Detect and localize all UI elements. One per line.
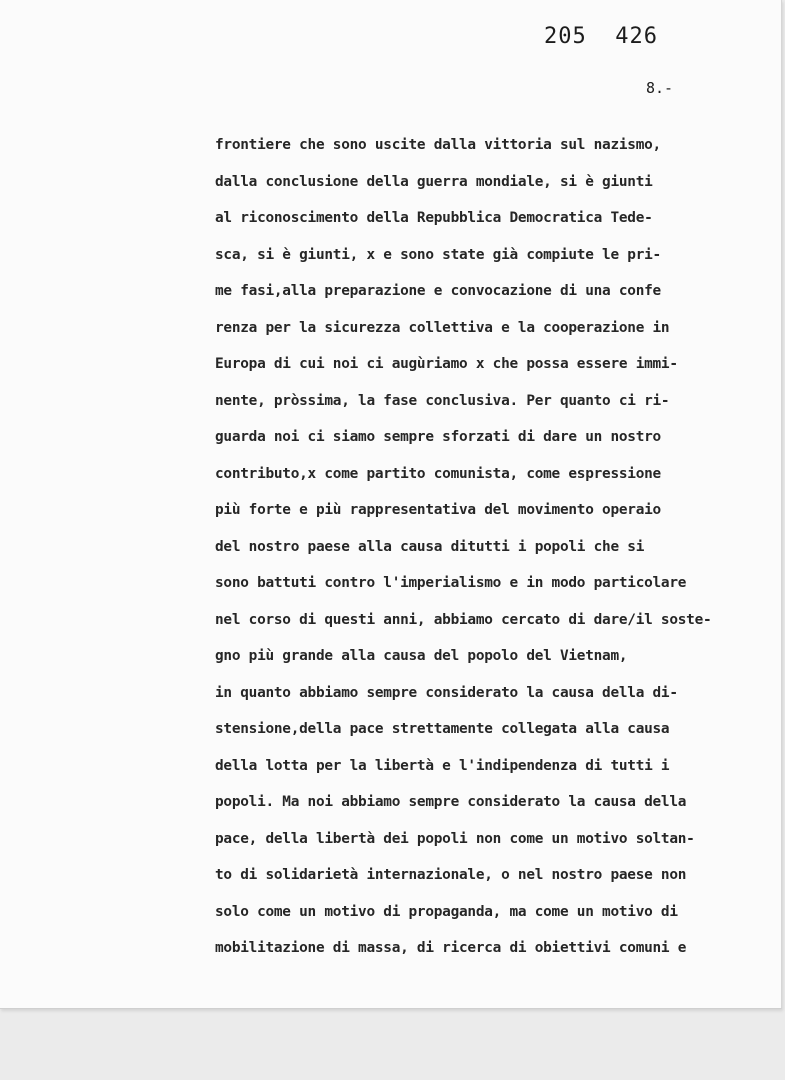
text-line: solo come un motivo di propaganda, ma come un motivo di	[215, 903, 678, 920]
text-line: mobilitazione di massa, di ricerca di obiettivi comuni e	[215, 940, 687, 956]
text-line: popoli. Ma noi abbiamo sempre considerato la causa della	[215, 794, 687, 810]
text-line: Europa di cui noi ci augùriamo x che possa essere immi-	[215, 356, 678, 372]
text-line: guarda noi ci siamo sempre sforzati di dare un nostro	[215, 429, 661, 445]
text-line: me fasi,alla preparazione e convocazione di una confe	[215, 283, 661, 299]
typewritten-body	[215, 134, 763, 974]
text-line: frontiere che sono uscite dalla vittoria sul nazismo,	[215, 137, 661, 153]
text-line: in quanto abbiamo sempre considerato la causa della di-	[215, 684, 678, 701]
document-number: 205 426	[544, 24, 658, 49]
text-line: pace, della libertà dei popoli non come un motivo soltan-	[215, 830, 695, 847]
text-line: nente, pròssima, la fase conclusiva. Per quanto ci ri-	[215, 392, 670, 409]
text-line: più forte e più rappresentativa del movimento operaio	[215, 502, 661, 518]
text-line: dalla conclusione della guerra mondiale, si è giunti	[215, 173, 653, 190]
text-line: stensione,della pace strettamente collegata alla causa	[215, 721, 670, 737]
text-line: sca, si è giunti, x e sono state già compiute le pri-	[215, 246, 661, 263]
text-line: della lotta per la libertà e l'indipendenza di tutti i	[215, 757, 670, 774]
text-line: del nostro paese alla causa ditutti i popoli che si	[215, 538, 645, 555]
text-line: to di solidarietà internazionale, o nel nostro paese non	[215, 867, 687, 883]
text-line: al riconoscimento della Repubblica Democratica Tede-	[215, 210, 653, 226]
text-line: gno più grande alla causa del popolo del Vietnam,	[215, 648, 628, 664]
text-line: sono battuti contro l'imperialismo e in modo particolare	[215, 575, 687, 591]
text-line: nel corso di questi anni, abbiamo cercato di dare/il soste-	[215, 611, 712, 628]
text-line: contributo,x come partito comunista, come espressione	[215, 465, 661, 482]
page-number: 8.-	[646, 79, 674, 97]
text-line: renza per la sicurezza collettiva e la cooperazione in	[215, 319, 670, 336]
